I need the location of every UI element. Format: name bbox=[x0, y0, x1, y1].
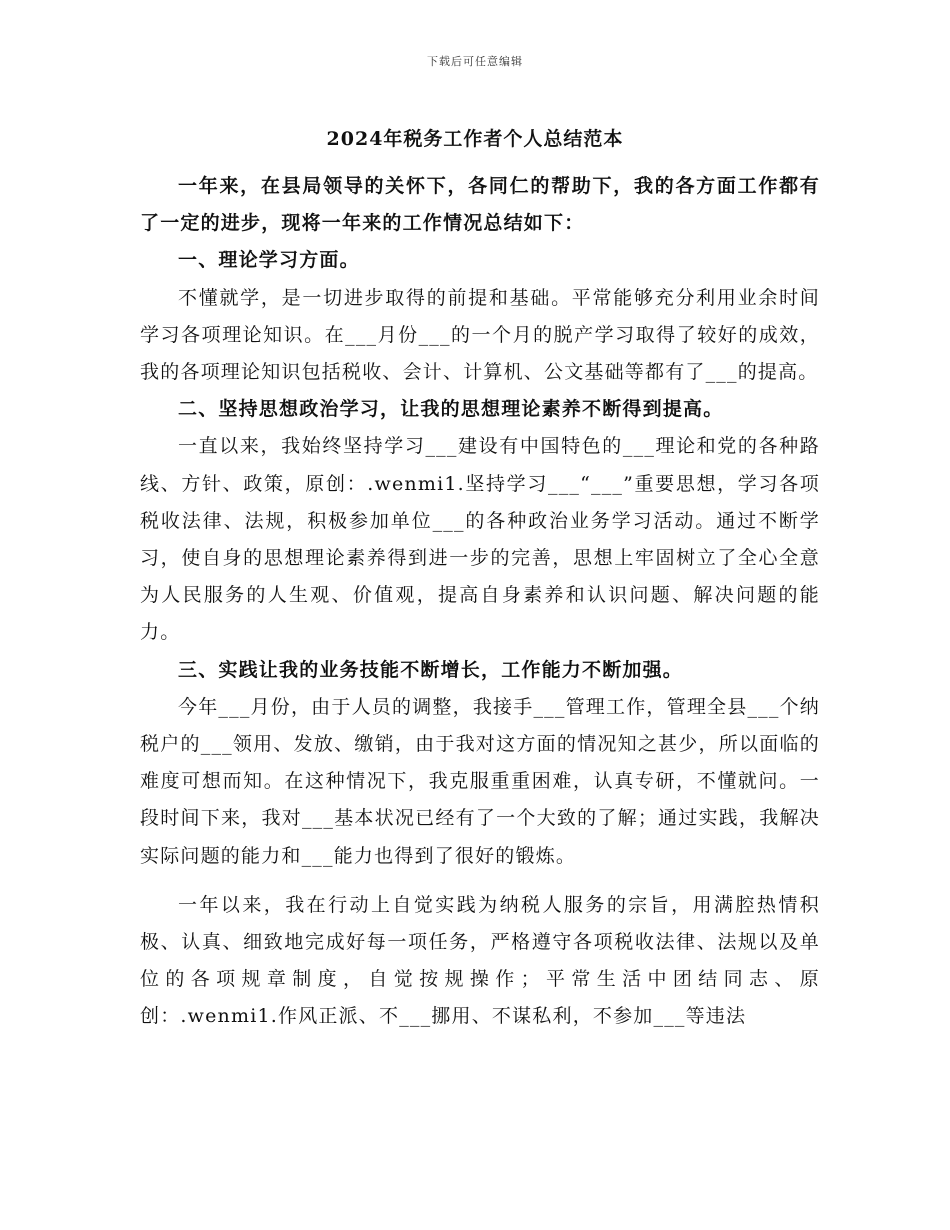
section-heading-1: 一、理论学习方面。 bbox=[178, 249, 360, 272]
document-title: 2024年税务工作者个人总结范本 bbox=[326, 128, 624, 150]
section-1-paragraph: 不懂就学，是一切进步取得的前提和基础。平常能够充分利用业余时间学习各项理论知识。在___月份___的一个月的脱产学习取得了较好的成效，我的各项理论知识包括税收、会计、计算机、公文基础等都有了___的提高。 bbox=[140, 286, 820, 384]
section-heading-3: 三、实践让我的业务技能不断增长，工作能力不断加强。 bbox=[178, 658, 684, 681]
document-body bbox=[140, 168, 820, 1036]
section-2-paragraph: 一直以来，我始终坚持学习___建设有中国特色的___理论和党的各种路线、方针、政策，原创：.wenmi1.坚持学习___“___”重要思想，学习各项税收法律、法规，积极参加单位___的各种政治业务学习活动。通过不断学习，使自身的思想理论素养得到进一步的完善，思想上牢固树立了全心全意为人民服务的人生观、价值观，提高自身素养和认识问题、解决问题的能力。 bbox=[140, 435, 820, 644]
section-heading-2: 二、坚持思想政治学习，让我的思想理论素养不断得到提高。 bbox=[178, 398, 724, 421]
section-3-paragraph-2: 一年以来，我在行动上自觉实践为纳税人服务的宗旨，用满腔热情积极、认真、细致地完成好每一项任务，严格遵守各项税收法律、法规以及单位的各项规章制度，自觉按规操作；平常生活中团结同志、原创：.wenmi1.作风正派、不___挪用、不谋私利，不参加___等违法 bbox=[140, 893, 820, 1028]
page-header: 下载后可任意编辑 bbox=[427, 55, 523, 68]
intro-paragraph: 一年来，在县局领导的关怀下，各同仁的帮助下，我的各方面工作都有了一定的进步，现将一年来的工作情况总结如下： bbox=[140, 175, 820, 235]
section-3-paragraph: 今年___月份，由于人员的调整，我接手___管理工作，管理全县___个纳税户的___领用、发放、缴销，由于我对这方面的情况知之甚少，所以面临的难度可想而知。在这种情况下，我克服重重困难，认真专研，不懂就问。一段时间下来，我对___基本状况已经有了一个大致的了解；通过实践，我解决实际问题的能力和___能力也得到了很好的锻炼。 bbox=[140, 695, 820, 867]
